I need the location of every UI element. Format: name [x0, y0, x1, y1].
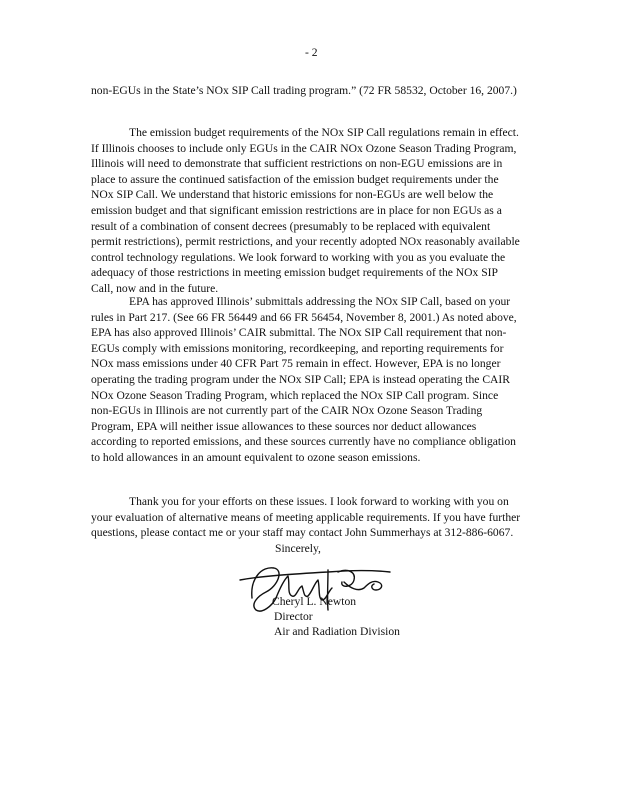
signer-division: Air and Radiation Division — [274, 625, 400, 638]
paragraph-epa-approval: EPA has approved Illinois’ submittals addressing the NOx SIP Call, based on your rules in Part 217. (See 66 FR 56449 and 66 FR 56454, November 8, 2001.) As noted above, EPA has also approved Illinois’ CAIR submittal. The NOx SIP Call requirement that non-EGUs comply with emissions monitoring, recordkeeping, and reporting requirements for NOx mass emissions under 40 CFR Part 75 remain in effect. However, EPA is no longer operating the trading program under the NOx SIP Call; EPA is instead operating the CAIR NOx Ozone Season Trading Program, which replaced the NOx SIP Call program. Since non-EGUs in Illinois are not currently part of the CAIR NOx Ozone Season Trading Program, EPA will neither issue allowances to these sources nor deduct allowances according to reported emissions, and these sources currently have no compliance obligation to hold allowances in an amount equivalent to ozone season emissions. — [91, 295, 517, 464]
paragraph-thank-you: Thank you for your efforts on these issues. I look forward to working with you on your evaluation of alternative means of meeting applicable requirements. If you have further questions, please contact me or your staff may contact John Summerhays at 312-886-6067. — [91, 495, 521, 540]
paragraph-continuation: non-EGUs in the State’s NOx SIP Call trading program.” (72 FR 58532, October 16, 2007.) — [91, 84, 517, 97]
signer-title: Director — [274, 610, 313, 623]
paragraph-emission-budget: The emission budget requirements of the NOx SIP Call regulations remain in effect. If Illinois chooses to include only EGUs in the CAIR NOx Ozone Season Trading Program, Illinois will need to demonstrate that sufficient restrictions on non-EGU emissions are in place to assure the continued satisfaction of the emission budget requirements under the NOx SIP Call. We understand that historic emissions for non-EGUs are well below the emission budget and that significant emission restrictions are in place for non EGUs as a result of a combination of consent decrees (presumably to be replaced with equivalent permit restrictions), permit restrictions, and your recently adopted NOx reasonably available control technology regulations. We look forward to working with you as you evaluate the adequacy of those restrictions in meeting emission budget requirements of the NOx SIP Call, now and in the future. — [91, 126, 520, 295]
page-number: - 2 — [305, 46, 318, 59]
valediction: Sincerely, — [275, 542, 321, 555]
signer-name: Cheryl L. Newton — [272, 595, 357, 608]
